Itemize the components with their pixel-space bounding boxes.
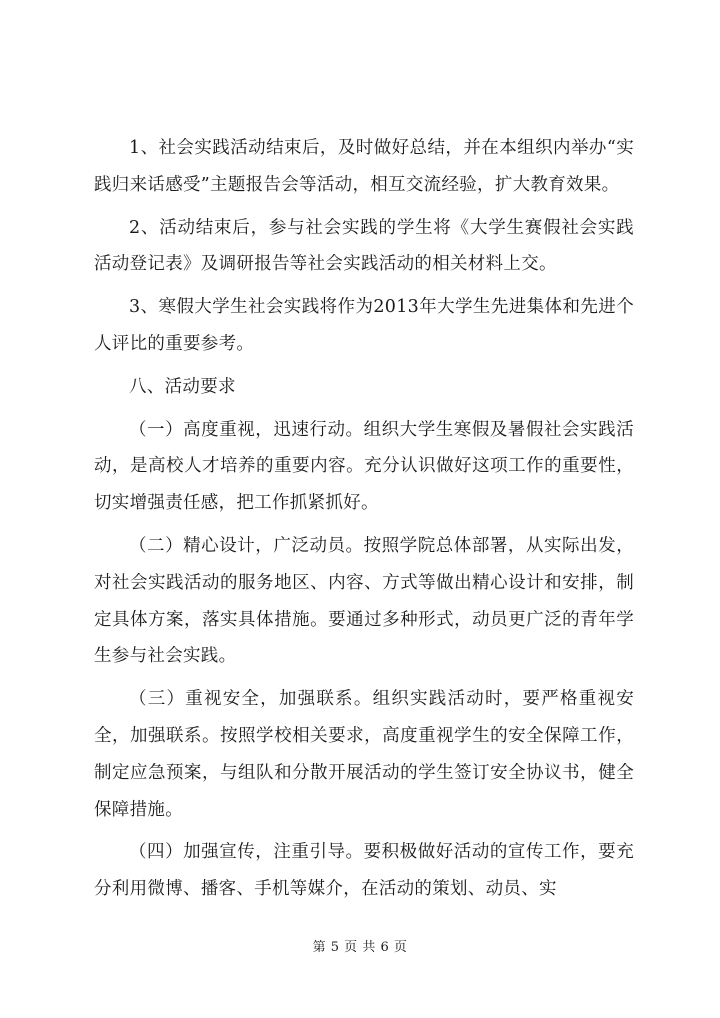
page-number-footer: 第 5 页 共 6 页 [312, 940, 408, 955]
document-body [94, 130, 634, 914]
paragraph-materials: 2、活动结束后，参与社会实践的学生将《大学生赛假社会实践活动登记表》及调研报告等社会实践活动的相关材料上交。 [94, 217, 634, 275]
paragraph-requirement-3: （三）重视安全，加强联系。组织实践活动时，要严格重视安全，加强联系。按照学校相关要求，高度重视学生的安全保障工作，制定应急预案，与组队和分散开展活动的学生签订安全协议书，健全保障措施。 [94, 689, 634, 820]
paragraph-requirement-1: （一）高度重视，迅速行动。组织大学生寒假及暑假社会实践活动，是高校人才培养的重要内容。充分认识做好这项工作的重要性，切实增强责任感，把工作抓紧抓好。 [94, 419, 634, 514]
paragraph-evaluation: 3、寒假大学生社会实践将作为2013年大学生先进集体和先进个人评比的重要参考。 [94, 297, 634, 354]
paragraph-requirement-2: （二）精心设计，广泛动员。按照学院总体部署，从实际出发，对社会实践活动的服务地区、内容、方式等做出精心设计和安排，制定具体方案，落实具体措施。要通过多种形式，动员更广泛的青年学生参与社会实践。 [94, 535, 634, 667]
paragraph-requirement-4: （四）加强宣传，注重引导。要积极做好活动的宣传工作，要充分利用微博、播客、手机等媒介，在活动的策划、动员、实 [94, 842, 634, 900]
section-heading-requirements: 八、活动要求 [129, 376, 236, 397]
paragraph-summary: 1、社会实践活动结束后，及时做好总结，并在本组织内举办“实践归来话感受”主题报告会等活动，相互交流经验，扩大教育效果。 [94, 138, 634, 195]
